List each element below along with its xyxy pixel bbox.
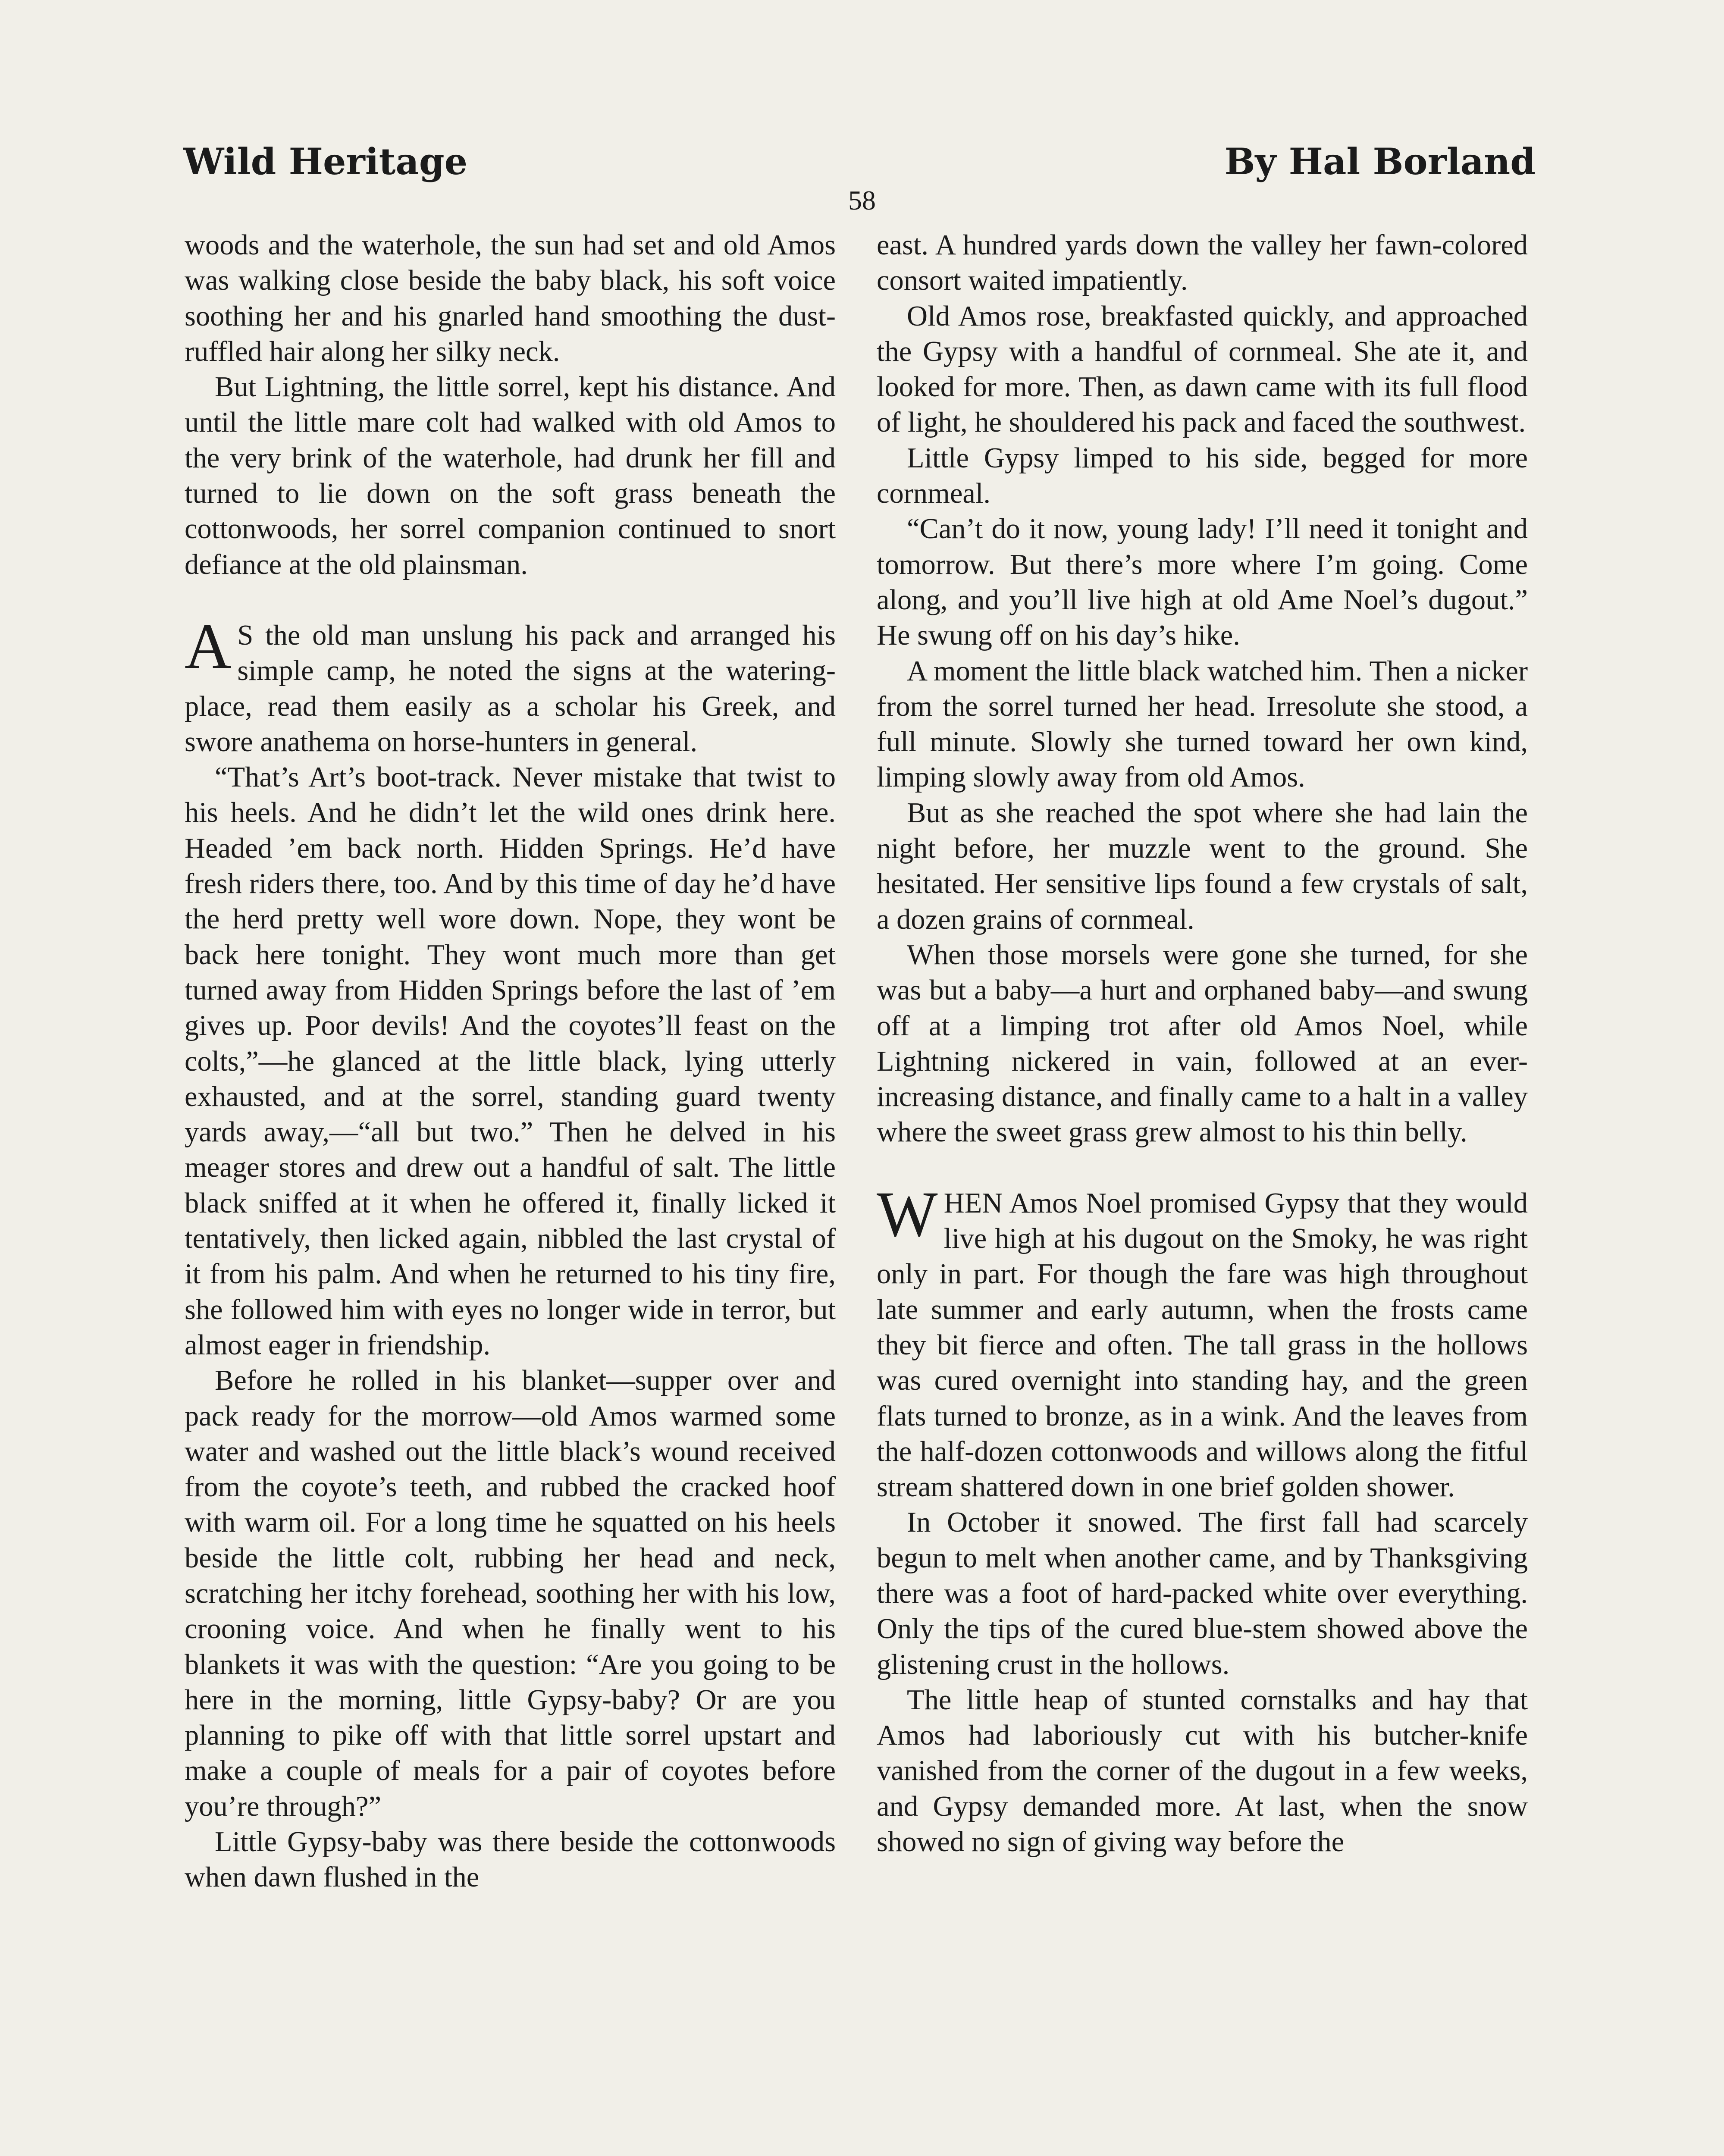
paragraph: When those morsels were gone she turned, for she was but a baby—a hurt and orphaned baby—and swung off at a limping trot after old Amos Noel, while Lightning nickered in vain, followed at an ever-increasing distance, and finally came to a halt in a valley where the sweet grass grew almost to his thin belly. bbox=[877, 939, 1528, 1148]
right-column bbox=[877, 228, 1528, 1860]
paragraph: A moment the little black watched him. Then a nicker from the sorrel turned her head. Irresolute she stood, a full minute. Slowly she turned toward her own kind, limping slowly away from old Amos. bbox=[877, 655, 1528, 793]
left-column bbox=[185, 228, 836, 1896]
author-byline: By Hal Borland bbox=[1224, 140, 1536, 183]
paragraph: Little Gypsy limped to his side, begged for more cornmeal. bbox=[877, 442, 1528, 510]
section-paragraph bbox=[877, 1178, 1528, 1505]
section-text: HEN Amos Noel promised Gypsy that they would live high at his dugout on the Smoky, he was right only in part. For though the fare was high throughout late summer and early autumn, when the frosts came they bit fierce and often. The tall grass in the hollows was cured overnight into standing hay, and the green flats turned to bronze, as in a wink. And the leaves from the half-dozen cottonwoods and willows along the fitful stream shattered down in one brief golden shower. bbox=[877, 1187, 1528, 1503]
page-number: 58 bbox=[848, 185, 876, 216]
paragraph: But Lightning, the little sorrel, kept his distance. And until the little mare colt had walked with old Amos to the very brink of the waterhole, had drunk her fill and turned to lie down on the soft grass beneath the cottonwoods, her sorrel companion continued to snort defiance at the old plainsman. bbox=[185, 371, 836, 580]
paragraph: Little Gypsy-baby was there beside the cottonwoods when dawn flushed in the bbox=[185, 1826, 836, 1893]
paragraph: But as she reached the spot where she had lain the night before, her muzzle went to the ground. She hesitated. Her sensitive lips found a few crystals of salt, a dozen grains of cornmeal. bbox=[877, 797, 1528, 935]
paragraph: The little heap of stunted cornstalks and hay that Amos had laboriously cut with his butcher-knife vanished from the corner of the dugout in a few weeks, and Gypsy demanded more. At last, when the snow showed no sign of giving way before the bbox=[877, 1684, 1528, 1858]
paragraph: “That’s Art’s boot-track. Never mistake that twist to his heels. And he didn’t let the wild ones drink here. Headed ’em back north. Hidden Springs. He’d have fresh riders there, too. And by this time of day he’d have the herd pretty well wore down. Nope, they wont be back here tonight. They wont much more than get turned away from Hidden Springs before the last of ’em gives up. Poor devils! And the coyotes’ll feast on the colts,”—he glanced at the little black, lying utterly exhausted, and at the sorrel, standing guard twenty yards away,—“all but two.” Then he delved in his meager stores and drew out a handful of salt. The little black sniffed at it when he offered it, finally licked it tentatively, then licked again, nibbled the last crystal of it from his palm. And when he returned to his tiny fire, she followed him with eyes no longer wide in terror, but almost eager in friendship. bbox=[185, 761, 836, 1361]
section-text: S the old man unslung his pack and arranged his simple camp, he noted the signs at the watering-place, read them easily as a scholar his Greek, and swore anathema on horse-hunters in general. bbox=[185, 619, 836, 758]
paragraph: In October it snowed. The first fall had scarcely begun to melt when another came, and by Thanksgiving there was a foot of hard-packed white over everything. Only the tips of the cured blue-stem showed above the glistening crust in the hollows. bbox=[877, 1507, 1528, 1680]
paragraph: “Can’t do it now, young lady! I’ll need it tonight and tomorrow. But there’s more where I’m going. Come along, and you’ll live high at old Ame Noel’s dugout.” He swung off on his day’s hike. bbox=[877, 513, 1528, 652]
paragraph: Old Amos rose, breakfasted quickly, and approached the Gypsy with a handful of cornmeal. She ate it, and looked for more. Then, as dawn came with its full flood of light, he shouldered his pack and faced the southwest. bbox=[877, 300, 1528, 439]
section-paragraph bbox=[185, 610, 836, 760]
drop-cap: A bbox=[185, 610, 232, 682]
story-title: Wild Heritage bbox=[183, 140, 468, 183]
page-header bbox=[183, 138, 1536, 185]
drop-cap: W bbox=[877, 1178, 938, 1250]
paragraph: east. A hundred yards down the valley her fawn-colored consort waited impatiently. bbox=[877, 229, 1528, 297]
paragraph: woods and the waterhole, the sun had set and old Amos was walking close beside the baby black, his soft voice soothing her and his gnarled hand smoothing the dust-ruffled hair along her silky neck. bbox=[185, 229, 836, 367]
paragraph: Before he rolled in his blanket—supper over and pack ready for the morrow—old Amos warmed some water and washed out the little black’s wound received from the coyote’s teeth, and rubbed the cracked hoof with warm oil. For a long time he squatted on his heels beside the little colt, rubbing her head and neck, scratching her itchy forehead, soothing her with his low, crooning voice. And when he finally went to his blankets it was with the question: “Are you going to be here in the morning, little Gypsy-baby? Or are you planning to pike off with that little sorrel upstart and make a couple of meals for a pair of coyotes before you’re through?” bbox=[185, 1365, 836, 1822]
